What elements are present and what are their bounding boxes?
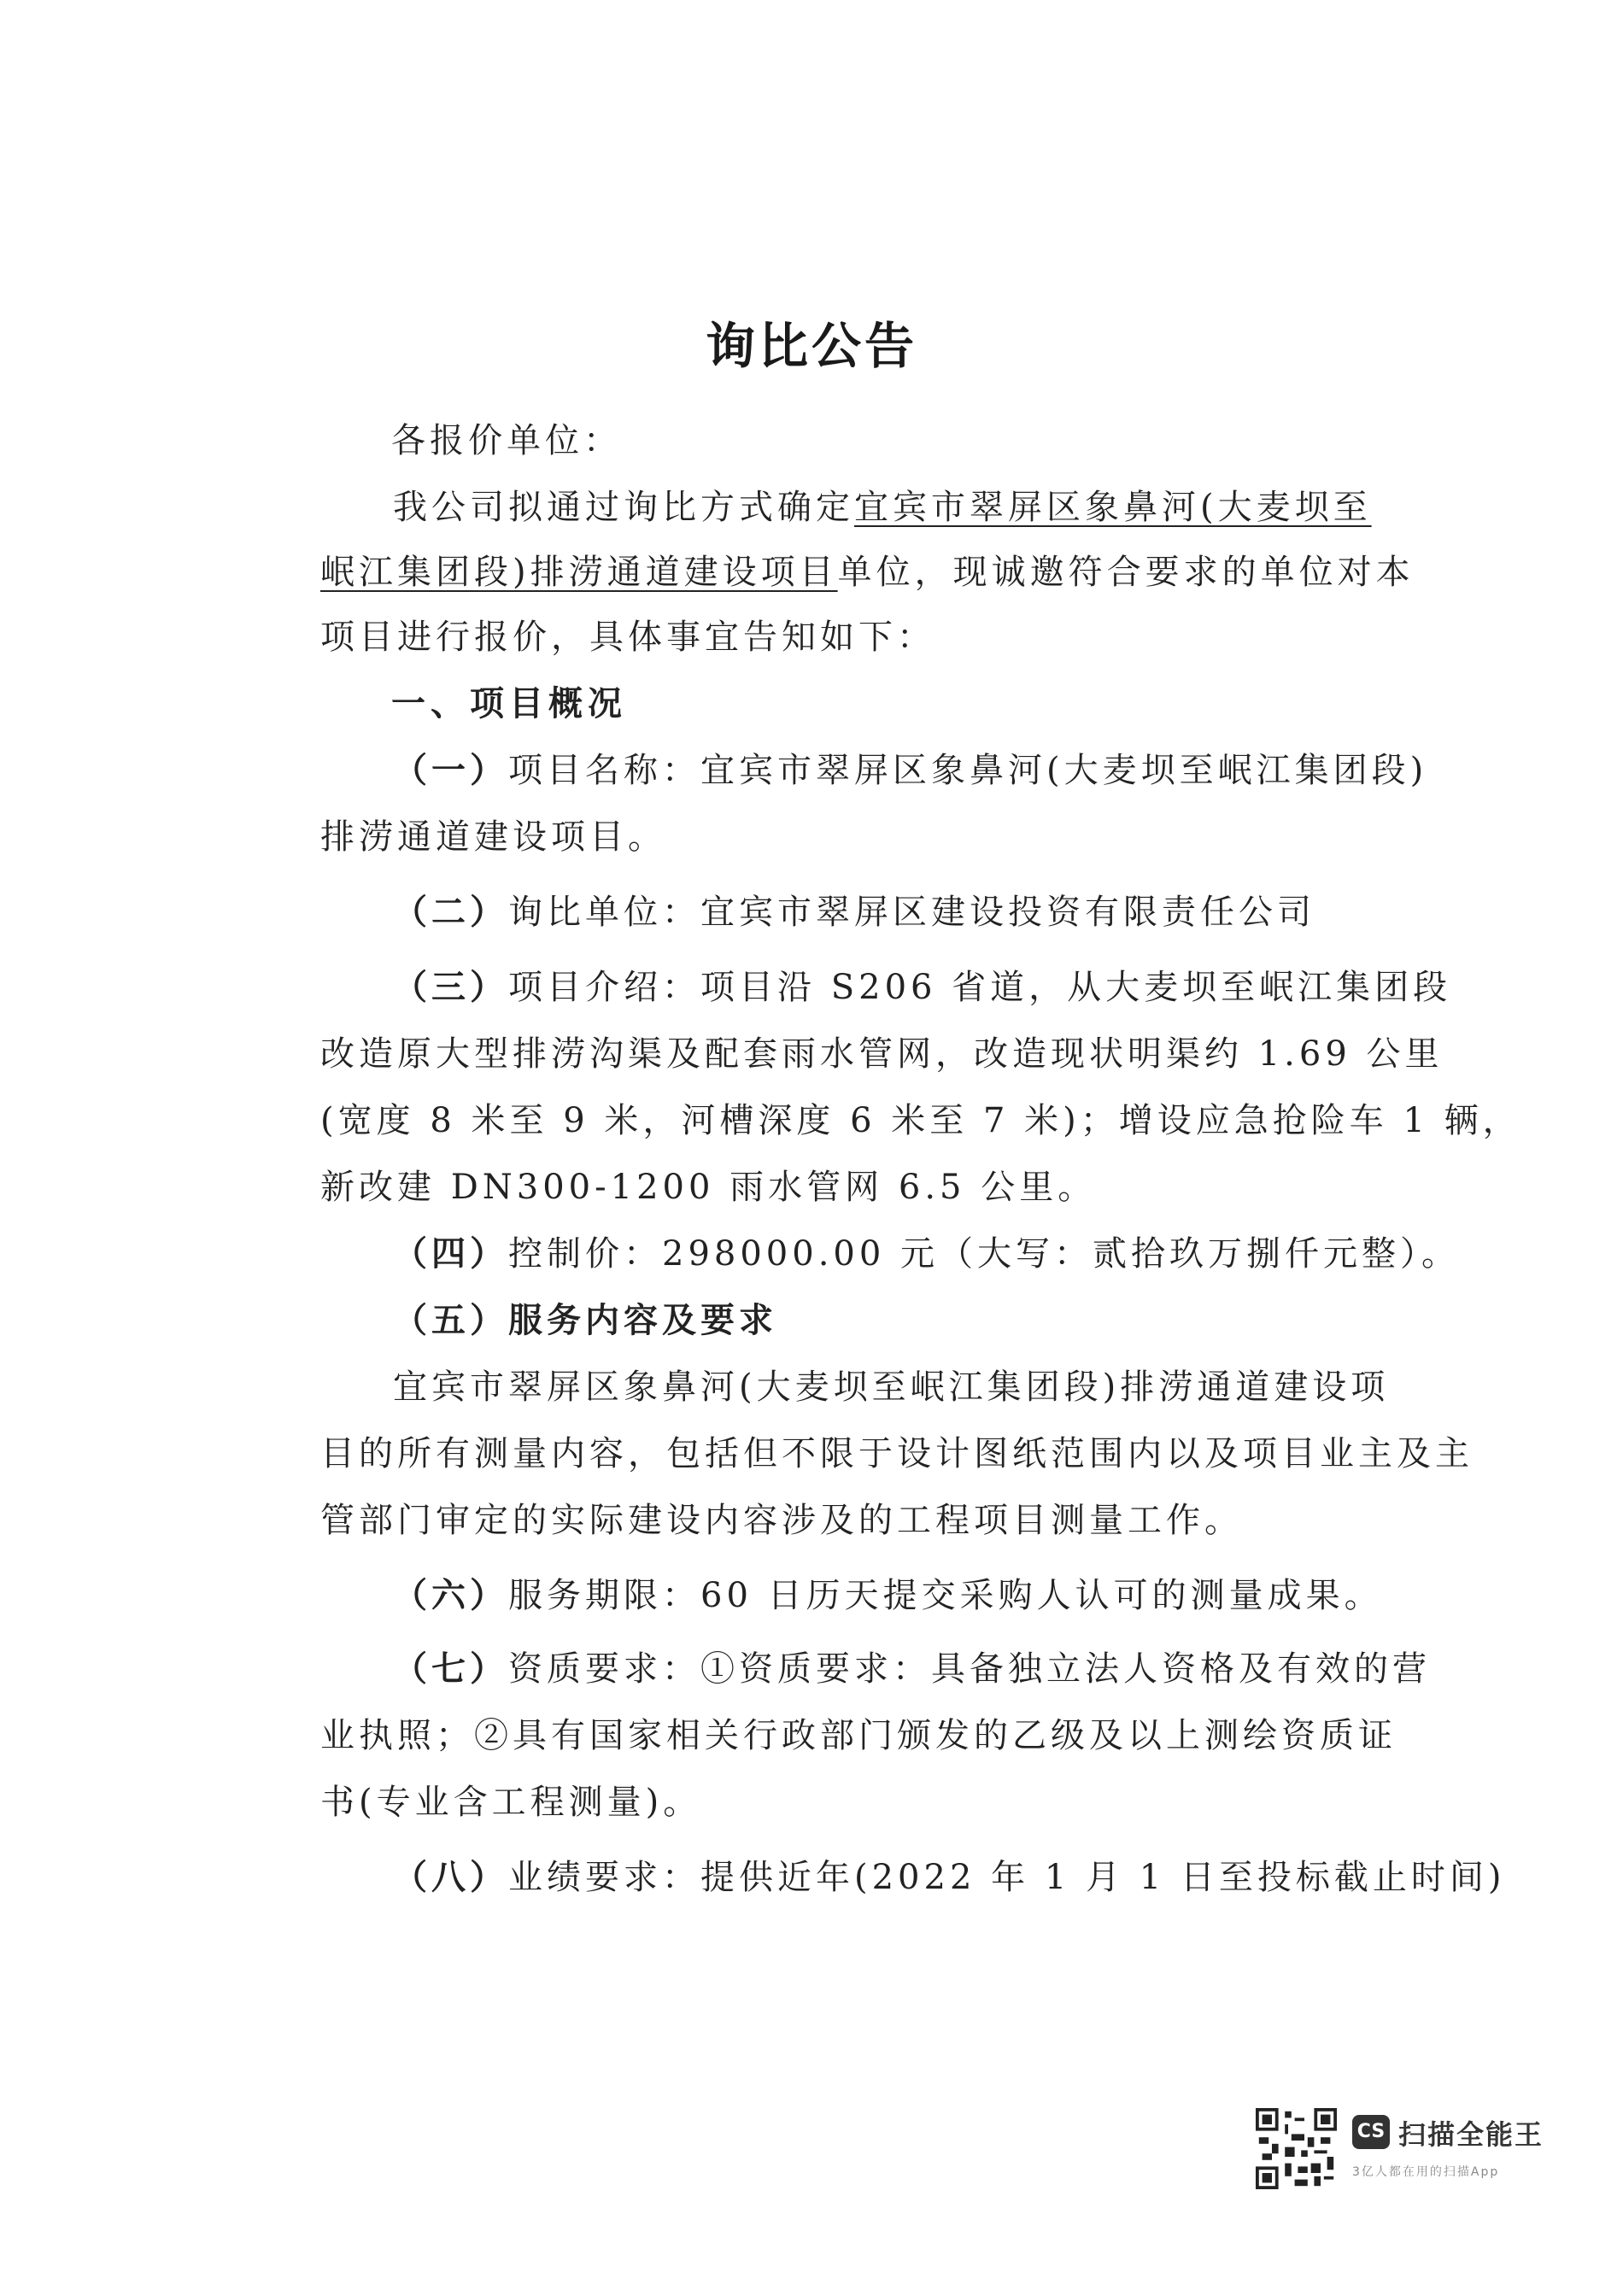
item-7: [393, 1645, 1431, 1693]
item-3-cont: (宽度 8 米至 9 米，河槽深度 6 米至 7 米)；增设应急抢险车 1 辆，: [320, 1101, 1521, 1140]
item-text: 资质要求：①资质要求：具备独立法人资格及有效的营: [508, 1649, 1431, 1689]
item-label: （七）: [393, 1649, 508, 1689]
item-1-cont: 排涝通道建设项目。: [320, 817, 666, 857]
item-label: （一）: [393, 750, 508, 790]
item-3: [393, 964, 1451, 1011]
item-7-cont: 书(专业含工程测量)。: [320, 1783, 702, 1822]
intro-text: 单位，现诚邀符合要求的单位对本: [837, 553, 1415, 592]
item-label: （三）: [393, 967, 508, 1007]
item-3-cont: 改造原大型排涝沟渠及配套雨水管网，改造现状明渠约 1.69 公里: [320, 1034, 1444, 1074]
item-text: 项目介绍：项目沿 S206 省道，从大麦坝至岷江集团段: [508, 968, 1452, 1007]
section-heading: 一、项目概况: [391, 684, 627, 723]
item-2: [393, 888, 1315, 936]
intro-line-2: [320, 548, 1415, 596]
camscanner-logo-icon: CS: [1352, 2115, 1390, 2149]
item-1: [393, 747, 1427, 794]
intro-line-3: 项目进行报价，具体事宜告知如下：: [320, 618, 935, 657]
item-text: 控制价：298000.00 元（大写：贰拾玖万捌仟元整）。: [508, 1234, 1461, 1274]
scanner-watermark: [1256, 2108, 1563, 2202]
intro-line-1: [393, 483, 1372, 531]
item-8: [393, 1854, 1505, 1901]
item-text: 业绩要求：提供近年(2022 年 1 月 1 日至投标截止时间): [508, 1858, 1506, 1897]
item-text: 项目名称：宜宾市翠屏区象鼻河(大麦坝至岷江集团段): [508, 751, 1428, 790]
item-label: （八）: [393, 1857, 508, 1897]
item-label: （六）: [393, 1575, 508, 1615]
item-label: （四）: [393, 1233, 508, 1274]
project-name-underlined: 宜宾市翠屏区象鼻河(大麦坝至: [854, 488, 1372, 527]
item-text: 询比单位：宜宾市翠屏区建设投资有限责任公司: [508, 893, 1315, 932]
intro-text: 我公司拟通过询比方式确定: [393, 488, 854, 527]
project-name-underlined: 岷江集团段)排涝通道建设项目: [320, 553, 838, 592]
item-7-cont: 业执照；②具有国家相关行政部门颁发的乙级及以上测绘资质证: [320, 1716, 1397, 1755]
item-5-body: 管部门审定的实际建设内容涉及的工程项目测量工作。: [320, 1501, 1243, 1540]
item-5-body: 宜宾市翠屏区象鼻河(大麦坝至岷江集团段)排涝通道建设项: [393, 1368, 1390, 1407]
salutation: 各报价单位：: [391, 421, 622, 460]
item-label: （二）: [393, 892, 508, 932]
item-5-body: 目的所有测量内容，包括但不限于设计图纸范围内以及项目业主及主: [320, 1434, 1474, 1473]
item-5: [393, 1297, 777, 1344]
item-6: [393, 1572, 1383, 1620]
qr-code-icon: [1256, 2108, 1337, 2189]
item-label: （五）: [393, 1300, 508, 1340]
item-4: [393, 1230, 1460, 1278]
watermark-app-name: 扫描全能王: [1398, 2118, 1544, 2151]
item-text: 服务内容及要求: [508, 1300, 777, 1340]
watermark-tagline: 3亿人都在用的扫描App: [1352, 2165, 1500, 2179]
document-title: 询比公告: [705, 317, 917, 375]
item-text: 服务期限：60 日历天提交采购人认可的测量成果。: [508, 1576, 1383, 1615]
item-3-cont: 新改建 DN300-1200 雨水管网 6.5 公里。: [320, 1168, 1097, 1207]
